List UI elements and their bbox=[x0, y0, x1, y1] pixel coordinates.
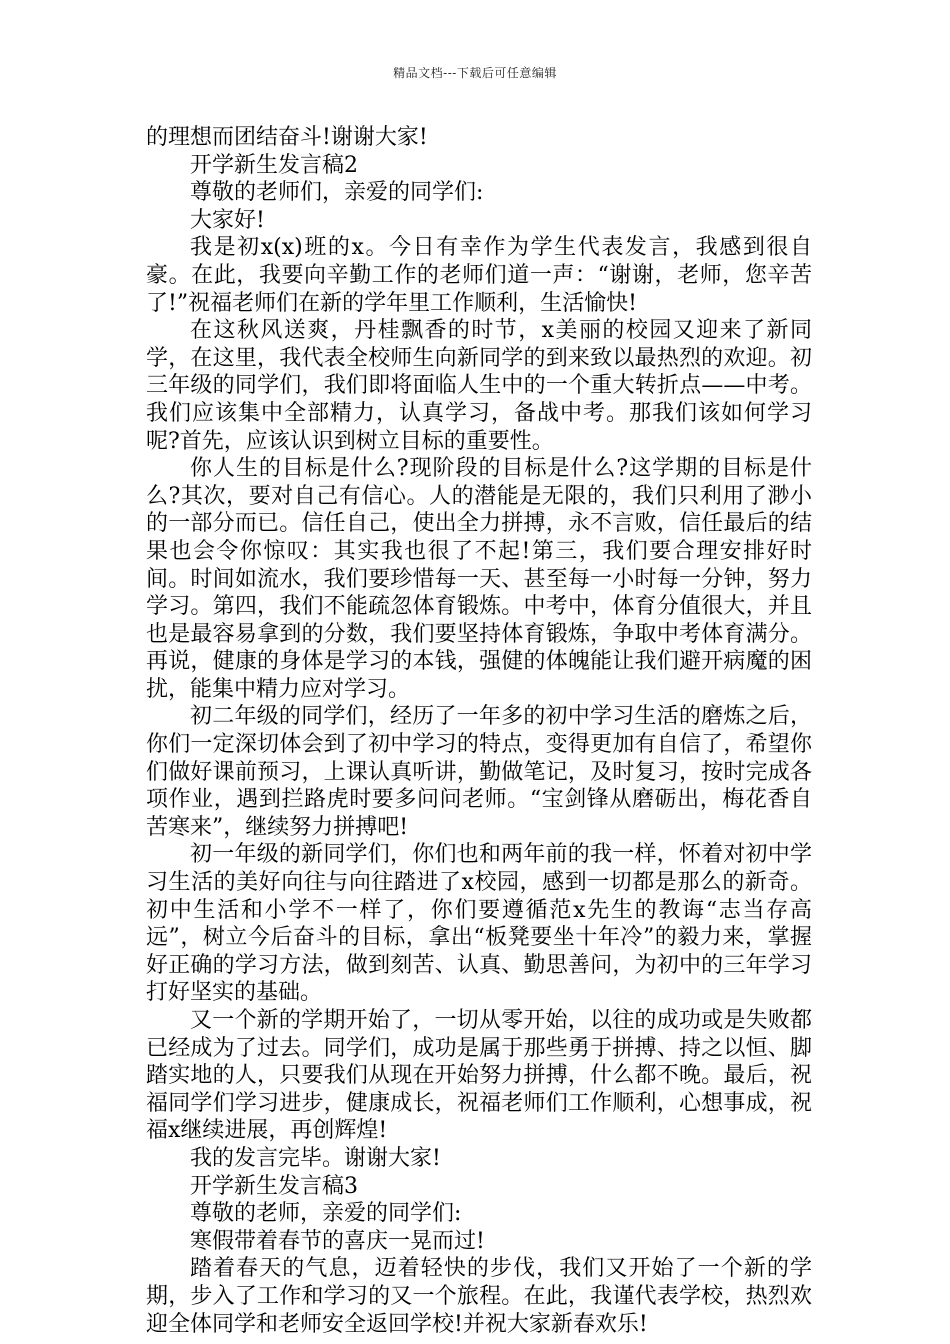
closing-line: 我的发言完毕。谢谢大家! bbox=[190, 1145, 441, 1171]
greeting: 大家好! bbox=[190, 207, 265, 233]
paragraph: 的理想而团结奋斗!谢谢大家! bbox=[146, 125, 428, 150]
section-title: 开学新生发言稿2 bbox=[190, 152, 358, 178]
paragraph: 踏着春天的气息，迈着轻快的步伐，我们又开始了一个新的学期，步入了工作和学习的又一个旅程。在此，我谨代表学校，热烈欢迎全体同学和老师安全返回学校!并祝大家新春欢乐! bbox=[146, 1256, 812, 1337]
paragraph: 初二年级的同学们，经历了一年多的初中学习生活的磨炼之后，你们一定深切体会到了初中学习的特点，变得更加有自信了，希望你们做好课前预习，上课认真听讲，勤做笔记，及时复习，按时完成各项作业，遇到拦路虎时要多问问老师。“宝剑锋从磨砺出，梅花香自苦寒来”，继续努力拼搏吧! bbox=[146, 704, 812, 840]
paragraph: 你人生的目标是什么?现阶段的目标是什么?这学期的目标是什么?其次，要对自己有信心。人的潜能是无限的，我们只利用了渺小的一部分而已。信任自己，使出全力拼搏，永不言败，信任最后的结果也会令你惊叹：其实我也很了不起!第三，我们要合理安排好时间。时间如流水，我们要珍惜每一天、甚至每一小时每一分钟，努力学习。第四，我们不能疏忽体育锻炼。中考中，体育分值很大，并且也是最容易拿到的分数，我们要坚持体育锻炼，争取中考体育满分。再说，健康的身体是学习的本钱，强健的体魄能让我们避开病魔的困扰，能集中精力应对学习。 bbox=[146, 456, 812, 702]
section-title: 开学新生发言稿3 bbox=[190, 1173, 358, 1199]
salutation: 尊敬的老师，亲爱的同学们: bbox=[190, 1201, 462, 1227]
paragraph: 初一年级的新同学们，你们也和两年前的我一样，怀着对初中学习生活的美好向往与向往踏进了x校园，感到一切都是那么的新奇。初中生活和小学不一样了，你们要遵循范x先生的教诲“志当存高远”，树立今后奋斗的目标，拿出“板凳要坐十年冷”的毅力来，掌握好正确的学习方法，做到刻苦、认真、勤思善问，为初中的三年学习打好坚实的基础。 bbox=[146, 842, 812, 1006]
paragraph: 我是初x(x)班的x。今日有幸作为学生代表发言，我感到很自豪。在此，我要向辛勤工作的老师们道一声：“谢谢，老师，您辛苦了!”祝福老师们在新的学年里工作顺利，生活愉快! bbox=[146, 235, 812, 316]
salutation: 尊敬的老师们，亲爱的同学们: bbox=[190, 180, 484, 206]
page-header: 精品文档---下载后可任意编辑 bbox=[393, 66, 557, 80]
document-body bbox=[146, 124, 812, 1338]
paragraph: 寒假带着春节的喜庆一晃而过! bbox=[190, 1228, 485, 1254]
paragraph: 又一个新的学期开始了，一切从零开始，以往的成功或是失败都已经成为了过去。同学们，成功是属于那些勇于拼搏、持之以恒、脚踏实地的人，只要我们从现在开始努力拼搏，什么都不晚。最后，祝福同学们学习进步，健康成长，祝福老师们工作顺利，心想事成，祝福x继续进展，再创辉煌! bbox=[146, 1008, 812, 1144]
paragraph: 在这秋风送爽，丹桂飘香的时节，x美丽的校园又迎来了新同学，在这里，我代表全校师生向新同学的到来致以最热烈的欢迎。初三年级的同学们，我们即将面临人生中的一个重大转折点——中考。我们应该集中全部精力，认真学习，备战中考。那我们该如何学习呢?首先，应该认识到树立目标的重要性。 bbox=[146, 318, 812, 454]
